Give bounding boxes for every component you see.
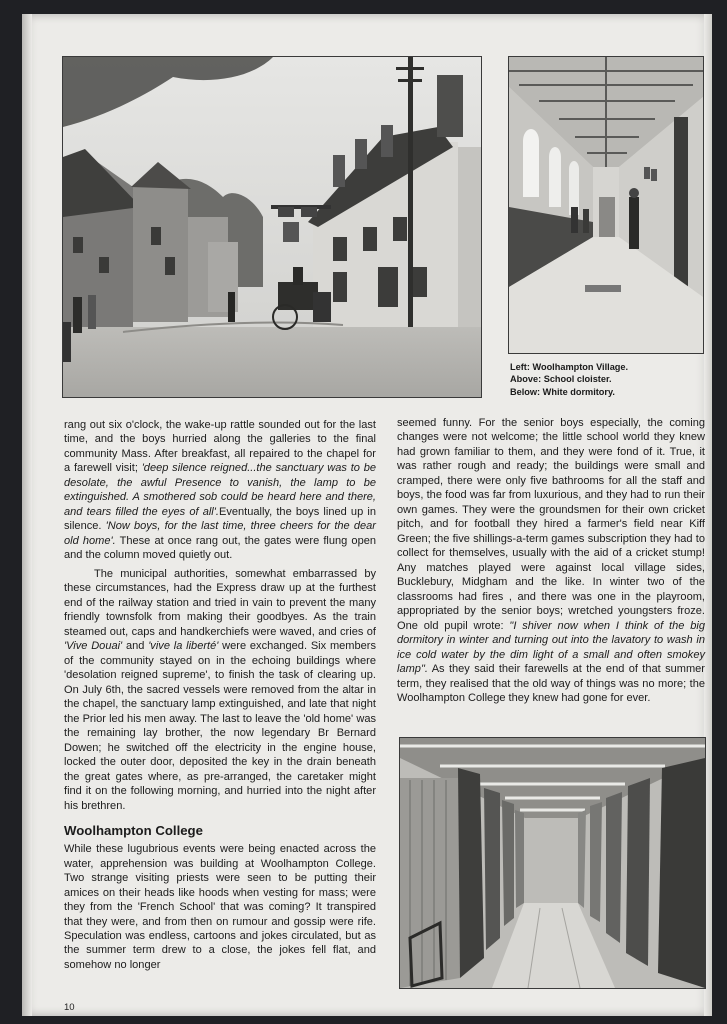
school-cloister-photo [508, 56, 704, 354]
quote-text: 'Vive Douai' [64, 640, 123, 653]
paragraph: While these lugubrious events were being enacted across the water, apprehension was building at Woolhampton College. Two strange visiting priests were seen to be putting their amices on their heads like hoods when vesting for mass; were they from the 'French School' that was coming? It transpired that they were, and from then on rumour and gossip were rife. Speculation was endless, cartoons and jokes circulated, but as the summer term drew to a close, the jokes fell flat, and somehow no longer [64, 843, 376, 971]
white-dormitory-photo [399, 737, 706, 989]
page-number: 10 [64, 1002, 75, 1013]
text-run: These at once rang out, the gates were flung open and the column moved quietly out. [64, 534, 376, 562]
section-heading: Woolhampton College [64, 823, 203, 839]
caption-left: Left: Woolhampton Village. [510, 362, 629, 372]
paragraph [64, 418, 376, 563]
text-run: and [122, 640, 149, 653]
page-spine-shadow [22, 14, 32, 1016]
paragraph [64, 567, 376, 813]
quote-text: 'deep silence reigned...the sanctuary was to be desolate, the awful Presence to vanish, the lamp to be extinguished. A smothered sob could be heard here and there, and tears filled the eyes of all'. [64, 462, 376, 518]
quote-text: 'vive la liberté' [148, 640, 219, 653]
caption-below: Below: White dormitory. [510, 386, 615, 397]
text-run: As they said their farewells at the end of that summer term, they realised that the old way of things was no more; the Woolhampton College they knew had gone for ever. [397, 663, 705, 705]
woolhampton-village-photo [62, 56, 482, 398]
text-run: Eventually, the boys lined up in silence. [64, 505, 377, 533]
magazine-page [22, 14, 712, 1016]
text-run: seemed funny. For the senior boys especially, the coming changes were not welcome; the little school world they knew had grown familiar to them, and they were fond of it. True, it was rather rough and ready; the buildings were small and cramped, there were only five bathrooms for all the staff and boys, the food was far from luxurious, and they had to run their own games. They were the groundsmen for their own cricket pitch, and for football they hired a farmer's field near Kiff Green; the five shillings-a-term games subscription they had to collect for themselves, usually with the aid of a cricket stump! Any matches played were against local village sides, Bucklebury, Midgham and the like. In winter two of the classrooms had fires , and there was one in the playroom, appropriated by the senior boys; wretched youngsters froze. One old pupil wrote: [397, 417, 705, 632]
quote-text: "I shiver now when I think of the big dormitory in winter and turning out into the lavatory to wash in ice cold water by the dim light of a small and often smokey lamp". [397, 619, 705, 676]
text-run: rang out six o'clock, the wake-up rattle sounded out for the last time, and the boys hurried along the galleries to the final community Mass. After breakfast, all repaired to the chapel for a farewell visit; [64, 419, 376, 475]
photo-captions [510, 361, 700, 398]
text-run: were exchanged. Six members of the community stayed on in the echoing buildings where 'desolation reigned supreme', to finish the task of clearing up. On July 6th, the sacred vessels were removed from the altar in the chapel, the sanctuary lamp extinguished, and late that night the Prior led his men away. The last to leave the 'old home' was the remaining lay brother, the now legendary Br Bernard Dowen; he switched off the electricity in the engine house, locked the outer door, deposited the key in the drain beneath the great gates where, as pre-arranged, the caretaker might find it on the following morning, and hurried into the night after his brethren. [64, 640, 376, 812]
paragraph [397, 416, 705, 706]
quote-text: 'Now boys, for the last time, three cheers for the dear old home'. [64, 520, 376, 547]
caption-above: Above: School cloister. [510, 374, 612, 385]
article-column-left [64, 418, 376, 972]
article-column-right [397, 416, 705, 706]
text-run: The municipal authorities, somewhat embarrassed by these circumstances, had the Express draw up at the furthest end of the railway station and tried in vain to prevent the many friendly townsfolk from making their goodbyes. As the train steamed out, caps and handkerchiefs were waved, and cries of [64, 567, 376, 638]
